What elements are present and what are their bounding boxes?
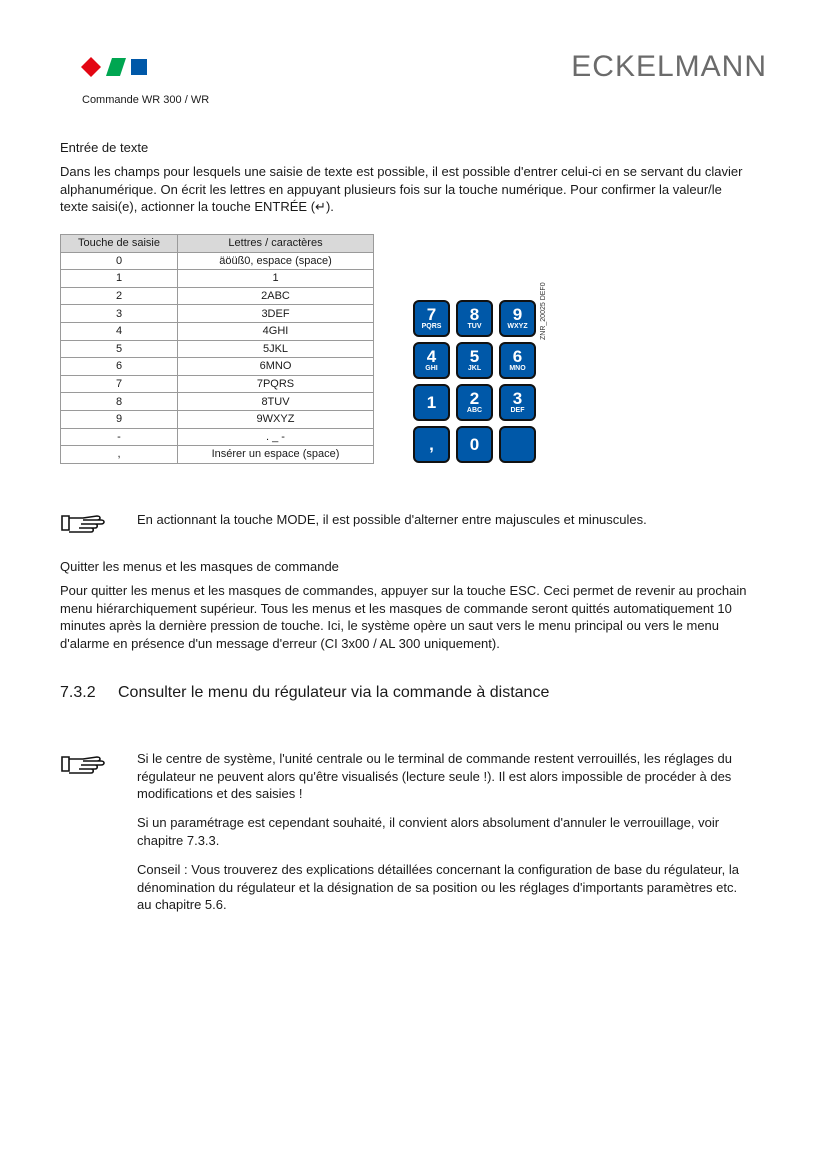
key-character-table [60, 234, 374, 464]
table-cell: 5 [61, 340, 178, 358]
keypad-key [413, 426, 450, 463]
key-digit: 6 [512, 347, 523, 366]
key-letters: GHI [425, 365, 438, 372]
table-row [61, 322, 374, 340]
key-letters: TUV [467, 323, 482, 330]
key-digit: 0 [469, 435, 480, 454]
table-cell: Insérer un espace (space) [178, 446, 374, 464]
key-digit: 1 [426, 393, 437, 412]
red-diamond-logo-icon [80, 56, 102, 78]
keypad-key [413, 300, 450, 337]
table-cell: 7 [61, 375, 178, 393]
lock-note: Si le centre de système, l'unité centrale ou le terminal de commande restent verrouillés, les réglages du régulateur ne peuvent alors qu'être visualisés (lecture seule !). Il est alors impossible de procéder à des modifications et des saisies ! [137, 751, 733, 801]
keypad-key [499, 384, 536, 421]
table-cell: 9 [61, 410, 178, 428]
keypad-illustration [413, 300, 539, 468]
quit-paragraph: Pour quitter les menus et les masques de commandes, appuyer sur la touche ESC. Ceci permet de revenir au prochain menu hiérarchiquement supérieur. Tous les menus et les masques de commande seront quittés automatiquement 10 minutes après la dernière pression de touche. Ici, le système opère un saut vers le menu principal ou vers le menu d'alarme en présence d'un message d'erreur (CI 3x00 / AL 300 uniquement). [60, 583, 747, 651]
keypad-key [456, 384, 493, 421]
table-cell: 4 [61, 322, 178, 340]
green-parallelogram-logo-icon [105, 56, 127, 78]
key-letters: MNO [509, 365, 526, 372]
table-row [61, 252, 374, 270]
table-row [61, 375, 374, 393]
table-cell: 3 [61, 305, 178, 323]
section-number: 7.3.2 [60, 684, 96, 701]
table-cell: 8TUV [178, 393, 374, 411]
table-header: Touche de saisie [61, 235, 178, 253]
table-row [61, 305, 374, 323]
key-digit: , [429, 435, 434, 454]
key-digit: 4 [426, 347, 437, 366]
table-cell: . _ - [178, 428, 374, 446]
table-row [61, 393, 374, 411]
table-cell: 8 [61, 393, 178, 411]
table-header-row [61, 235, 374, 253]
table-cell: 0 [61, 252, 178, 270]
brand-name: ECKELMANN [571, 50, 767, 83]
keypad-key [499, 342, 536, 379]
unlock-note: Si un paramétrage est cependant souhaité, il convient alors absolument d'annuler le verrouillage, voir chapitre 7.3.3. [137, 815, 720, 848]
table-cell: 1 [178, 270, 374, 288]
section-title-quit: Quitter les menus et les masques de commande [60, 559, 339, 574]
key-digit: 3 [512, 389, 523, 408]
logo-marks [80, 56, 148, 78]
table-cell: 3DEF [178, 305, 374, 323]
keypad-key [413, 384, 450, 421]
table-row [61, 340, 374, 358]
text-entry-paragraph: Dans les champs pour lesquels une saisie de texte est possible, il est possible d'entrer celui-ci en se servant du clavier alphanumérique. On écrit les lettres en appuyant plusieurs fois sur la touche numérique. Pour confirmer la valeur/le texte saisi(e), actionner la touche ENTRÉE (↵). [60, 164, 743, 214]
table-cell: 6MNO [178, 358, 374, 376]
pointing-hand-icon [60, 512, 106, 539]
keypad-key [456, 426, 493, 463]
table-cell: , [61, 446, 178, 464]
table-row [61, 287, 374, 305]
document-subtitle: Commande WR 300 / WR [82, 94, 210, 106]
table-cell: - [61, 428, 178, 446]
tip-note: Conseil : Vous trouverez des explications détaillées concernant la configuration de base du régulateur, la dénomination du régulateur et la désignation de sa position ou les réglages d'importants paramètres etc. au chapitre 5.6. [137, 862, 739, 912]
figure-code: ZNR_20025 DEF0 [540, 282, 547, 340]
table-row [61, 270, 374, 288]
blue-square-logo-icon [130, 58, 148, 76]
table-cell: 9WXYZ [178, 410, 374, 428]
section-title-text-entry: Entrée de texte [60, 140, 149, 155]
table-cell: 2 [61, 287, 178, 305]
keypad-key [499, 300, 536, 337]
table-row [61, 410, 374, 428]
key-digit: 2 [469, 389, 480, 408]
table-cell: 5JKL [178, 340, 374, 358]
pointing-hand-icon [60, 753, 106, 780]
key-letters: PQRS [421, 323, 442, 330]
key-letters: JKL [467, 365, 482, 372]
keypad-key [499, 426, 536, 463]
key-digit: 8 [469, 305, 480, 324]
keypad-key [413, 342, 450, 379]
section-heading: Consulter le menu du régulateur via la commande à distance [118, 684, 550, 701]
table-row [61, 428, 374, 446]
table-header: Lettres / caractères [178, 235, 374, 253]
table-cell: 2ABC [178, 287, 374, 305]
table-cell: 1 [61, 270, 178, 288]
mode-note: En actionnant la touche MODE, il est possible d'alterner entre majuscules et minuscules. [137, 512, 647, 527]
key-letters: ABC [466, 407, 483, 414]
keypad-key [456, 342, 493, 379]
table-row [61, 358, 374, 376]
key-digit: 5 [469, 347, 480, 366]
key-letters: WXYZ [507, 323, 528, 330]
table-cell: 7PQRS [178, 375, 374, 393]
keypad-key [456, 300, 493, 337]
key-digit: 9 [512, 305, 523, 324]
key-digit: 7 [426, 305, 437, 324]
table-cell: 6 [61, 358, 178, 376]
key-letters: DEF [510, 407, 525, 414]
table-row [61, 446, 374, 464]
table-cell: äöüß0, espace (space) [178, 252, 374, 270]
table-cell: 4GHI [178, 322, 374, 340]
